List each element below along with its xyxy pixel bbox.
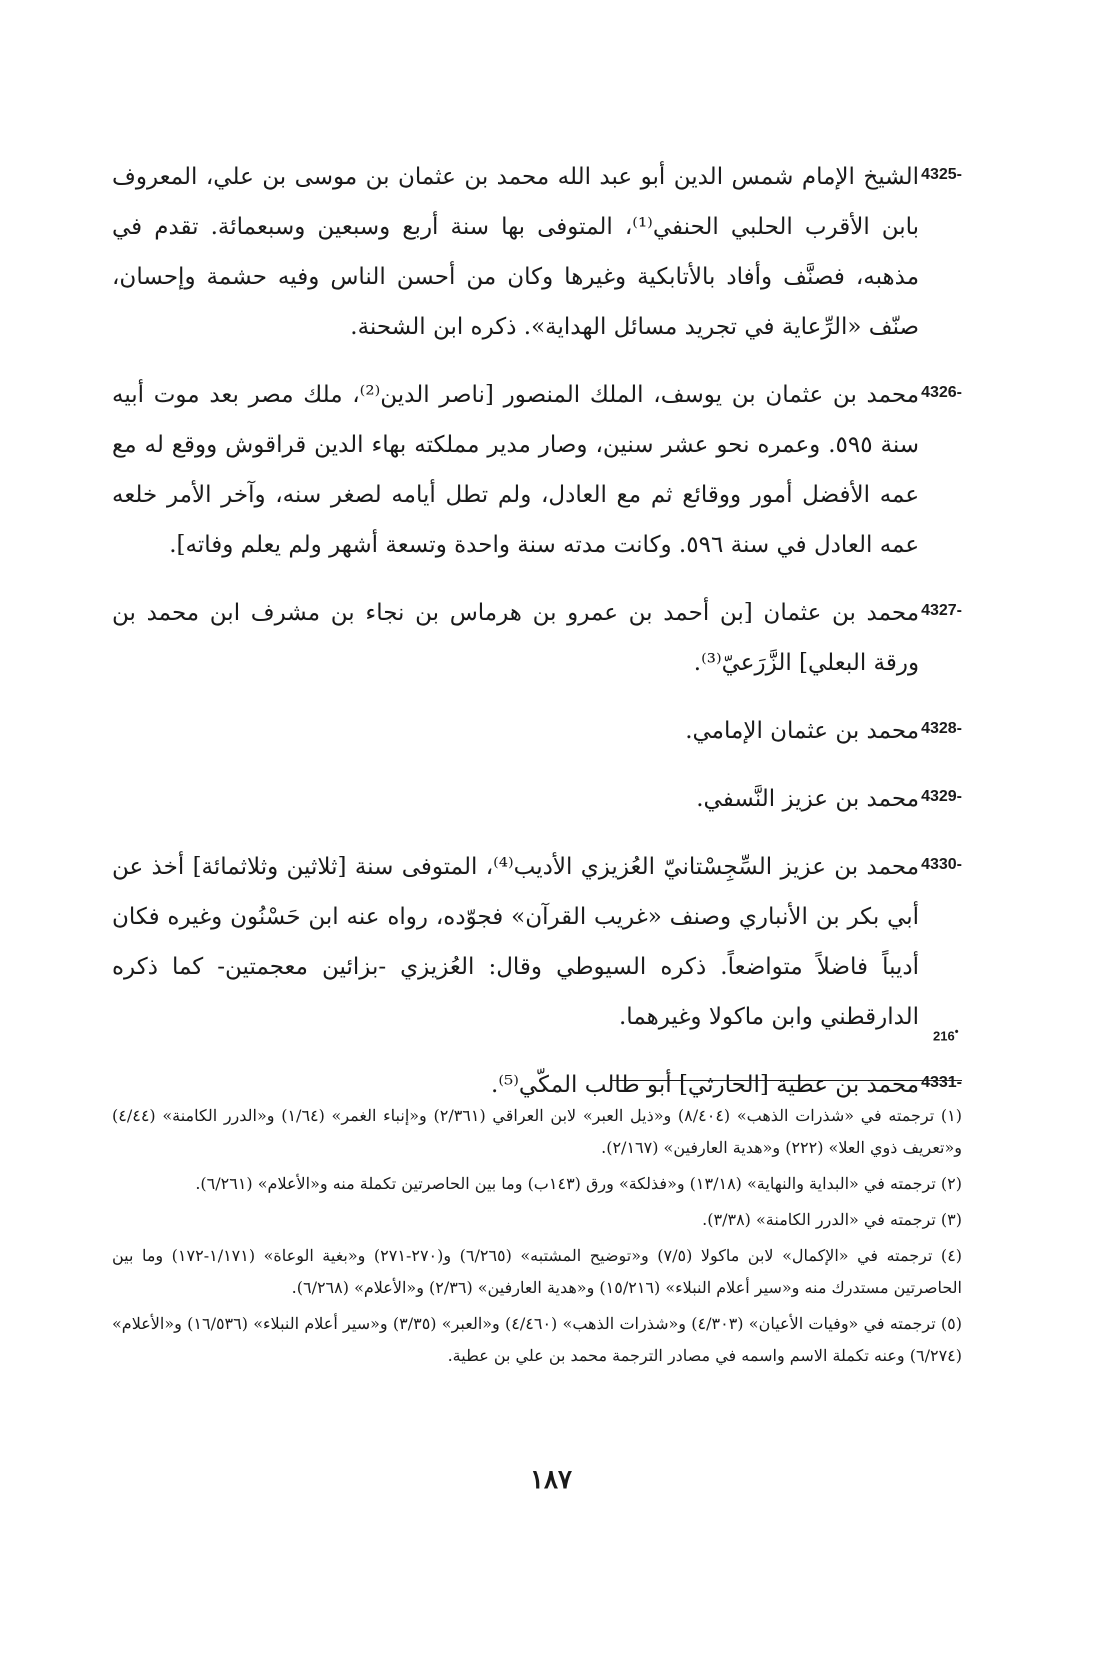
entry-4330 — [112, 842, 962, 1042]
footnote-5: (٥) ترجمته في «وفيات الأعيان» (٤/٣٠٣) و«شذرات الذهب» (٤/٤٦٠) و«العبر» (٣/٣٥) و«سير أعلام النبلاء» (١٦/٥٣٦) و«الأعلام» (٦/٢٧٤) وعنه تكملة الاسم واسمه في مصادر الترجمة محمد بن علي بن عطية. — [112, 1314, 962, 1365]
entry-number: 4328- — [921, 720, 962, 737]
page-marker-value: 216 — [933, 1028, 955, 1044]
entry-text: الشيخ الإمام شمس الدين أبو عبد الله محمد بن عثمان بن موسى بن علي، المعروف بابن الأقرب الحلبي الحنفي⁽¹⁾، المتوفى بها سنة أربع وسبعين وسبعمائة. تقدم في مذهبه، فصنَّف وأفاد بالأتابكية وغيرها وكان من أحسن الناس وفيه حشمة وإحسان، صنّف «الرِّعاية في تجريد مسائل الهداية». ذكره ابن الشحنة. — [112, 164, 920, 340]
entry-number: 4329- — [921, 788, 962, 805]
footnote-4: (٤) ترجمته في «الإكمال» لابن ماكولا (٧/٥) و«توضيح المشتبه» (٦/٢٦٥) و(٢٧٠-٢٧١) و«بغية الوعاة» (١/١٧١-١٧٢) وما بين الحاصرتين مستدرك منه و«سير أعلام النبلاء» (١٥/٢١٦) و«هدية العارفين» (٢/٣٦) و«الأعلام» (٦/٢٦٨). — [112, 1246, 963, 1297]
entry-4328 — [112, 706, 962, 756]
entry-text: محمد بن عزيز النَّسفي. — [696, 786, 920, 812]
footnote-3: (٣) ترجمته في «الدرر الكامنة» (٣/٣٨). — [702, 1210, 962, 1229]
entry-text: محمد بن عثمان الإمامي. — [685, 718, 920, 744]
footnote-divider — [610, 1080, 962, 1081]
entry-number: 4331- — [921, 1074, 962, 1091]
manuscript-page-marker: 216• — [933, 1026, 959, 1044]
footnote-2: (٢) ترجمته في «البداية والنهاية» (١٣/١٨) و«فذلكة» ورق (١٤٣ب) وما بين الحاصرتين تكملة منه و«الأعلام» (٦/٢٦١). — [195, 1174, 962, 1193]
entry-4325 — [112, 152, 962, 352]
entries-list — [112, 152, 962, 1128]
footnotes-list — [112, 1100, 962, 1376]
page-number: ١٨٧ — [530, 1465, 572, 1495]
entry-number: 4326- — [921, 384, 962, 401]
entry-text: محمد بن عثمان بن يوسف، الملك المنصور [ناصر الدين⁽²⁾، ملك مصر بعد موت أبيه سنة ٥٩٥. وعمره نحو عشر سنين، وصار مدير مملكته بهاء الدين قراقوش ووقع له مع عمه الأفضل أمور ووقائع ثم مع العادل، ولم تطل أيامه لصغر سنه، وآخر الأمر خلعه عمه العادل في سنة ٥٩٦. وكانت مدته سنة واحدة وتسعة أشهر ولم يعلم وفاته]. — [112, 382, 920, 558]
entry-text: محمد بن عطية [الحارثي] أبو طالب المكّي⁽⁵⁾. — [491, 1072, 920, 1098]
footnote-1: (١) ترجمته في «شذرات الذهب» (٨/٤٠٤) و«ذيل العبر» لابن العراقي (٢/٣٦١) و«إنباء الغمر» (١/٦٤) و«الدرر الكامنة» (٤/٤٤) و«تعريف ذوي العلا» (٢٢٢) و«هدية العارفين» (٢/١٦٧). — [112, 1106, 962, 1157]
entry-4326 — [112, 370, 962, 570]
entry-4329 — [112, 774, 962, 824]
entry-number: 4330- — [921, 856, 962, 873]
entry-text: محمد بن عزيز السِّجِسْتانيّ العُزيزي الأديب⁽⁴⁾، المتوفى سنة [ثلاثين وثلاثمائة] أخذ عن أبي بكر بن الأنباري وصنف «غريب القرآن» فجوّده، رواه عنه ابن حَسْنُون وغيره فكان أديباً فاضلاً متواضعاً. ذكره السيوطي وقال: العُزيزي -بزائين معجمتين- كما ذكره الدارقطني وابن ماكولا وغيرهما. — [112, 854, 920, 1030]
entry-number: 4325- — [921, 166, 962, 183]
entry-number: 4327- — [921, 602, 962, 619]
entry-4327 — [112, 588, 962, 688]
entry-text: محمد بن عثمان [بن أحمد بن عمرو بن هرماس بن نجاء بن مشرف ابن محمد بن ورقة البعلي] الزَّرَعيّ⁽³⁾. — [112, 600, 920, 676]
